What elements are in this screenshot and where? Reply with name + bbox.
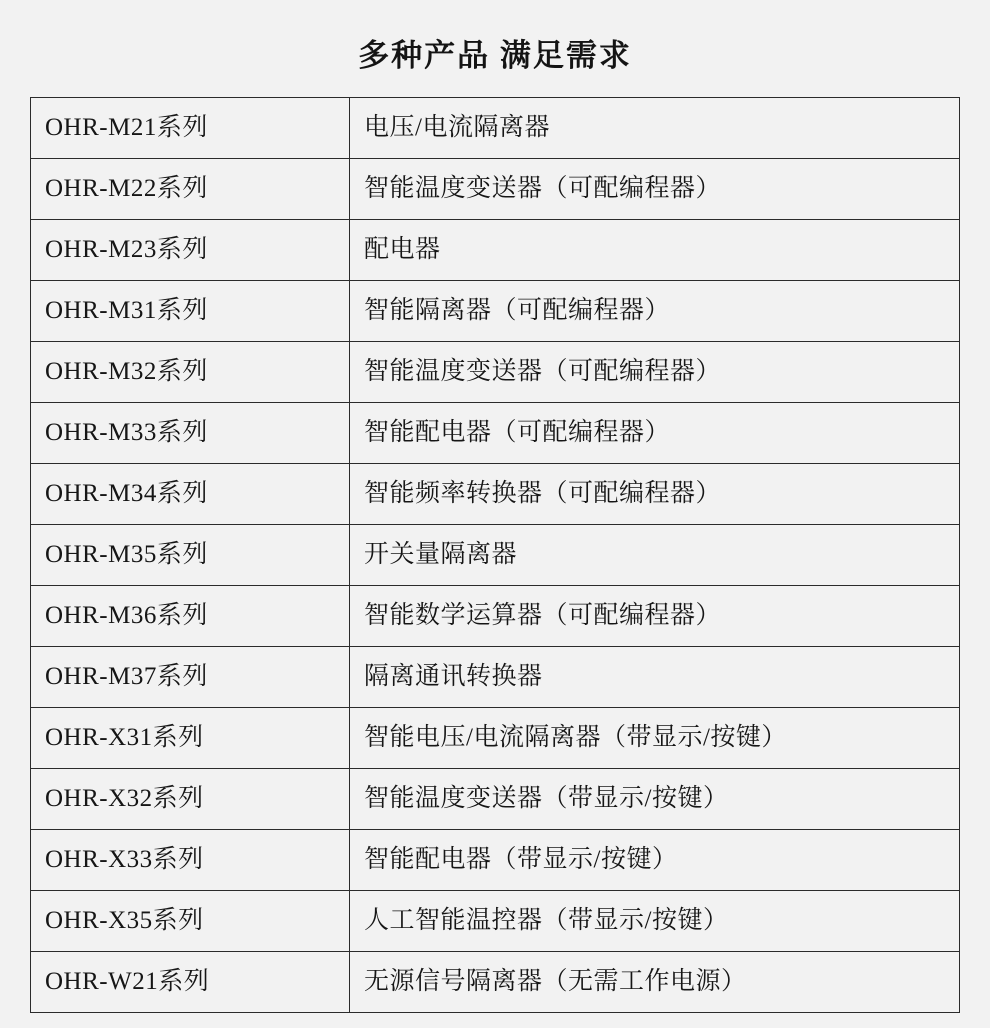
product-model: OHR-W21系列 (31, 952, 350, 1013)
table-row (31, 586, 960, 647)
table-row (31, 464, 960, 525)
table-row (31, 647, 960, 708)
product-model: OHR-M35系列 (31, 525, 350, 586)
product-description: 智能隔离器（可配编程器） (350, 281, 960, 342)
product-model: OHR-M34系列 (31, 464, 350, 525)
product-model: OHR-M21系列 (31, 98, 350, 159)
table-row (31, 891, 960, 952)
product-model: OHR-M36系列 (31, 586, 350, 647)
product-description: 配电器 (350, 220, 960, 281)
product-model: OHR-M23系列 (31, 220, 350, 281)
product-description: 无源信号隔离器（无需工作电源） (350, 952, 960, 1013)
table-row (31, 98, 960, 159)
product-description: 隔离通讯转换器 (350, 647, 960, 708)
product-model: OHR-X32系列 (31, 769, 350, 830)
product-description: 开关量隔离器 (350, 525, 960, 586)
product-description: 智能频率转换器（可配编程器） (350, 464, 960, 525)
product-table (30, 97, 960, 1013)
product-model: OHR-X35系列 (31, 891, 350, 952)
product-table-body (31, 98, 960, 1013)
product-description: 智能温度变送器（可配编程器） (350, 159, 960, 220)
table-row (31, 220, 960, 281)
product-description: 智能配电器（带显示/按键） (350, 830, 960, 891)
product-model: OHR-M37系列 (31, 647, 350, 708)
product-description: 智能电压/电流隔离器（带显示/按键） (350, 708, 960, 769)
product-model: OHR-M22系列 (31, 159, 350, 220)
product-description: 电压/电流隔离器 (350, 98, 960, 159)
table-row (31, 342, 960, 403)
table-row (31, 403, 960, 464)
product-model: OHR-X33系列 (31, 830, 350, 891)
product-description: 智能温度变送器（可配编程器） (350, 342, 960, 403)
product-description: 智能配电器（可配编程器） (350, 403, 960, 464)
page-title: 多种产品 满足需求 (358, 38, 632, 73)
product-model: OHR-M31系列 (31, 281, 350, 342)
table-row (31, 281, 960, 342)
product-description: 人工智能温控器（带显示/按键） (350, 891, 960, 952)
table-row (31, 952, 960, 1013)
product-description: 智能温度变送器（带显示/按键） (350, 769, 960, 830)
table-row (31, 708, 960, 769)
product-table-container (30, 97, 960, 1013)
table-row (31, 830, 960, 891)
product-description: 智能数学运算器（可配编程器） (350, 586, 960, 647)
table-row (31, 159, 960, 220)
product-model: OHR-M33系列 (31, 403, 350, 464)
product-model: OHR-M32系列 (31, 342, 350, 403)
table-row (31, 769, 960, 830)
product-model: OHR-X31系列 (31, 708, 350, 769)
table-row (31, 525, 960, 586)
